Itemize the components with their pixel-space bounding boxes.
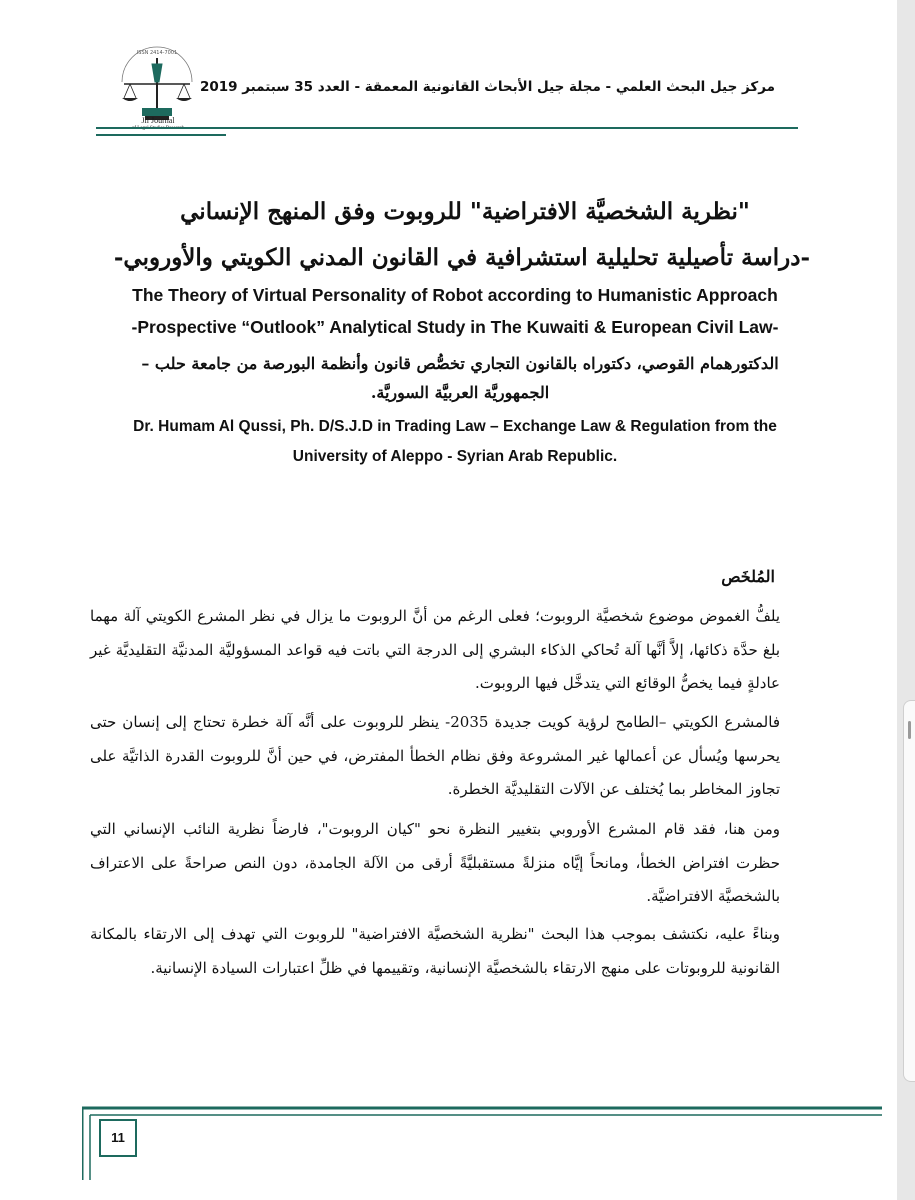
logo-caption bbox=[120, 117, 196, 133]
arabic-title-line2: -دراسة تأصيلية تحليلية استشرافية في القانون المدني الكويتي والأوروبي- bbox=[113, 244, 810, 271]
english-title-line2: -Prospective “Outlook” Analytical Study in The Kuwaiti & European Civil Law- bbox=[131, 317, 779, 337]
abstract-paragraph: وبناءً عليه، نكتشف بموجب هذا البحث "نظرية الشخصيَّة الافتراضية" للروبوت التي تهدف إلى الارتقاء بالمكانة القانونية للروبوتات على منهج الارتقاء بالشخصيَّة الإنسانية، وتقييمها في ظلِّ اعتبارات السيادة الإنسانية. bbox=[90, 925, 780, 977]
page-number: 11 bbox=[99, 1119, 137, 1157]
abstract-paragraph: فالمشرع الكويتي –الطامح لرؤية كويت جديدة 2035- ينظر للروبوت على أنَّه آلة خطرة تحتاج إلى إنسان حتى يحرسها ويُسأل عن أعمالها غير المشروعة وفق نظام الخطأ المفترض، في حين أنَّ للروبوت القدرة الذاتيَّة على تجاوز المخاطر بما يُختلف عن الآلات التقليديَّة الخطرة. bbox=[90, 713, 780, 798]
abstract-paragraph: ومن هنا، فقد قام المشرع الأوروبي بتغيير النظرة نحو "كيان الروبوت"، فارضاً نظرية النائب الإنساني التي حظرت افتراض الخطأ، ومانحاً إيَّاه منزلةً مستقبليَّةً أرقى من الآلة الجامدة، دون النص صراحةً على الاعتراف بالشخصيَّة الافتراضيَّة. bbox=[90, 820, 780, 905]
abstract-heading: المُلخَص bbox=[721, 567, 775, 586]
logo-caption-line1: Jil Journal bbox=[141, 116, 175, 125]
author-arabic-line2: الجمهوريَّة العربيَّة السوريَّة. bbox=[370, 383, 550, 402]
arabic-title-line1: "نظرية الشخصيَّة الافتراضية" للروبوت وفق المنهج الإنساني bbox=[180, 198, 750, 225]
header-rule bbox=[96, 127, 798, 129]
logo-caption-line2: of Legal Studies Research bbox=[131, 126, 185, 131]
english-title-line1: The Theory of Virtual Personality of Robot according to Humanistic Approach bbox=[132, 285, 778, 305]
journal-header-line: مركز جيل البحث العلمي - مجلة جيل الأبحاث القانونية المعمقة - العدد 35 سبتمبر 2019 bbox=[199, 79, 775, 95]
abstract-paragraph: يلفُّ الغموض موضوع شخصيَّة الروبوت؛ فعلى الرغم من أنَّ الروبوت ما يزال في نظر المشرع الكويتي آلة مهما بلغ حدَّة ذكائها، إلاَّ أنَّها آلة تُحاكي الذكاء البشري إلى الدرجة التي باتت فيه قواعد المسؤوليَّة المدنيَّة التقليديَّة غير عادلةٍ فيما يخصُّ الوقائع التي يتدخَّل فيها الروبوت. bbox=[90, 607, 780, 692]
footer-frame bbox=[82, 1100, 882, 1180]
logo-issn: ISSN 2414-7001 bbox=[136, 50, 178, 56]
header-rule-short bbox=[96, 134, 226, 136]
author-english-line1: Dr. Humam Al Qussi, Ph. D/S.J.D in Trading Law – Exchange Law & Regulation from the bbox=[133, 418, 777, 435]
side-panel-handle[interactable] bbox=[903, 700, 915, 1082]
author-arabic-line1: الدكتورهمام القوصي، دكتوراه بالقانون التجاري تخصُّص قانون وأنظمة البورصة من جامعة حلب – bbox=[141, 354, 779, 373]
author-english-line2: University of Aleppo - Syrian Arab Republic. bbox=[292, 448, 618, 465]
